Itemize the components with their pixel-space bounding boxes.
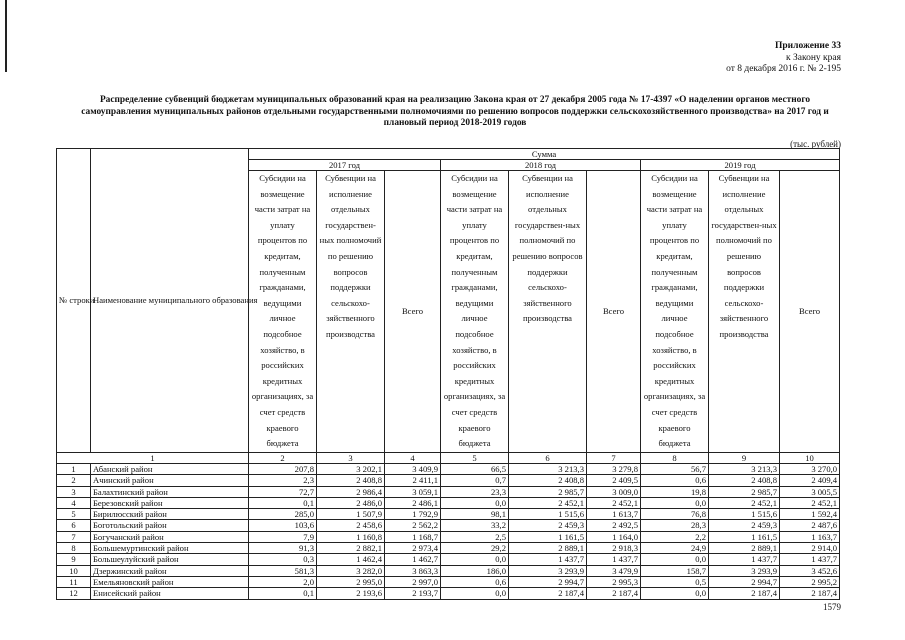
value-cell: 2 452,1	[587, 497, 641, 508]
municipality-name: Дзержинский район	[91, 565, 249, 576]
value-cell: 2 452,1	[709, 497, 780, 508]
value-cell: 1 161,5	[509, 531, 587, 542]
value-cell: 3 293,9	[509, 565, 587, 576]
value-cell: 1 164,0	[587, 531, 641, 542]
value-cell: 0,5	[641, 576, 709, 587]
table-row	[57, 475, 840, 486]
value-cell: 72,7	[249, 486, 317, 497]
value-cell: 0,0	[441, 497, 509, 508]
value-cell: 2 973,4	[385, 543, 441, 554]
value-cell: 2 997,0	[385, 576, 441, 587]
value-cell: 2 994,7	[509, 576, 587, 587]
value-cell: 0,3	[249, 554, 317, 565]
column-number-cell: 3	[317, 452, 385, 463]
table-body	[57, 463, 840, 599]
value-cell: 2 452,1	[509, 497, 587, 508]
scan-edge-line	[5, 0, 7, 72]
value-cell: 2 408,8	[709, 475, 780, 486]
value-cell: 2 994,7	[709, 576, 780, 587]
value-cell: 186,0	[441, 565, 509, 576]
table-row	[57, 497, 840, 508]
table-row	[57, 531, 840, 542]
value-cell: 28,3	[641, 520, 709, 531]
row-number: 10	[57, 565, 91, 576]
value-cell: 2 193,7	[385, 588, 441, 599]
municipality-name: Ачинский район	[91, 475, 249, 486]
municipality-name: Абанский район	[91, 463, 249, 474]
municipality-name: Бирилюсский район	[91, 509, 249, 520]
value-cell: 23,3	[441, 486, 509, 497]
value-cell: 1 437,7	[709, 554, 780, 565]
value-cell: 0,7	[441, 475, 509, 486]
value-cell: 2 985,7	[509, 486, 587, 497]
value-cell: 2,5	[441, 531, 509, 542]
header-subvention-2017: Субвенции на исполнение отдельных государствен-ных полномочий по решению вопросов поддержки сельскохо-зяйственного производства	[317, 171, 385, 453]
value-cell: 3 479,9	[587, 565, 641, 576]
value-cell: 66,5	[441, 463, 509, 474]
table-row	[57, 509, 840, 520]
value-cell: 0,0	[641, 497, 709, 508]
value-cell: 29,2	[441, 543, 509, 554]
value-cell: 3 452,6	[780, 565, 840, 576]
value-cell: 2 408,8	[509, 475, 587, 486]
value-cell: 1 163,7	[780, 531, 840, 542]
value-cell: 3 282,0	[317, 565, 385, 576]
value-cell: 2 458,6	[317, 520, 385, 531]
document-title: Распределение субвенций бюджетам муниципальных образований края на реализацию Закона края от 27 декабря 2005 года № 17-4397 «О наделении органов местного самоуправления муниципальных районов отдельными государственными полномочиями по решению вопросов поддержки сельскохозяйственного производства» на 2017 год и плановый период 2018-2019 годов	[81, 95, 829, 128]
value-cell: 207,8	[249, 463, 317, 474]
value-cell: 2 408,8	[317, 475, 385, 486]
value-cell: 3 863,3	[385, 565, 441, 576]
page-number: 1579	[823, 602, 841, 612]
value-cell: 2 452,1	[780, 497, 840, 508]
value-cell: 2 193,6	[317, 588, 385, 599]
value-cell: 1 437,7	[509, 554, 587, 565]
value-cell: 2 187,4	[709, 588, 780, 599]
value-cell: 2,2	[641, 531, 709, 542]
municipality-name: Енисейский район	[91, 588, 249, 599]
column-number-cell: 2	[249, 452, 317, 463]
value-cell: 2 562,2	[385, 520, 441, 531]
municipality-name: Березовский район	[91, 497, 249, 508]
value-cell: 2 995,2	[780, 576, 840, 587]
row-number: 7	[57, 531, 91, 542]
value-cell: 0,0	[641, 588, 709, 599]
value-cell: 3 202,1	[317, 463, 385, 474]
value-cell: 76,8	[641, 509, 709, 520]
value-cell: 2 187,4	[780, 588, 840, 599]
value-cell: 285,0	[249, 509, 317, 520]
row-number: 8	[57, 543, 91, 554]
value-cell: 2 889,1	[509, 543, 587, 554]
row-number: 4	[57, 497, 91, 508]
header-year-2018: 2018 год	[441, 160, 641, 171]
subsidy-table	[56, 148, 840, 600]
header-total-2017: Всего	[385, 171, 441, 453]
value-cell: 0,0	[441, 554, 509, 565]
value-cell: 2 187,4	[587, 588, 641, 599]
table-row	[57, 463, 840, 474]
value-cell: 2 487,6	[780, 520, 840, 531]
value-cell: 98,1	[441, 509, 509, 520]
header-subvention-2018: Субвенции на исполнение отдельных государствен-ных полномочий по решению вопросов поддержки сельскохо-зяйственного производства	[509, 171, 587, 453]
value-cell: 2 918,3	[587, 543, 641, 554]
municipality-name: Боготольский район	[91, 520, 249, 531]
header-subsidy-2019: Субсидии на возмещение части затрат на уплату процентов по кредитам, полученным гражданами, ведущими личное подсобное хозяйство, в российских кредитных организациях, за счет средств краевого бюджета	[641, 171, 709, 453]
value-cell: 0,1	[249, 497, 317, 508]
row-number: 9	[57, 554, 91, 565]
value-cell: 3 009,0	[587, 486, 641, 497]
value-cell: 2,3	[249, 475, 317, 486]
value-cell: 2 995,0	[317, 576, 385, 587]
value-cell: 3 059,1	[385, 486, 441, 497]
value-cell: 2 459,3	[509, 520, 587, 531]
table-row	[57, 565, 840, 576]
municipality-name: Богучанский район	[91, 531, 249, 542]
appendix-block	[726, 41, 841, 76]
header-year-2017: 2017 год	[249, 160, 441, 171]
value-cell: 158,7	[641, 565, 709, 576]
column-number-cell: 1	[57, 452, 249, 463]
row-number: 11	[57, 576, 91, 587]
value-cell: 2 409,4	[780, 475, 840, 486]
municipality-name: Большеулуйский район	[91, 554, 249, 565]
header-row-number: № строки	[57, 149, 91, 453]
column-number-cell: 10	[780, 452, 840, 463]
value-cell: 0,6	[641, 475, 709, 486]
value-cell: 2 486,1	[385, 497, 441, 508]
value-cell: 1 168,7	[385, 531, 441, 542]
value-cell: 91,3	[249, 543, 317, 554]
row-number: 3	[57, 486, 91, 497]
value-cell: 3 409,9	[385, 463, 441, 474]
value-cell: 2 889,1	[709, 543, 780, 554]
value-cell: 2 986,4	[317, 486, 385, 497]
value-cell: 3 270,0	[780, 463, 840, 474]
column-number-cell: 5	[441, 452, 509, 463]
value-cell: 0,0	[441, 588, 509, 599]
value-cell: 1 792,9	[385, 509, 441, 520]
row-number: 2	[57, 475, 91, 486]
value-cell: 1 160,8	[317, 531, 385, 542]
value-cell: 1 437,7	[587, 554, 641, 565]
value-cell: 2 492,5	[587, 520, 641, 531]
header-subvention-2019: Субвенции на исполнение отдельных государствен-ных полномочий по решению вопросов поддержки сельскохо-зяйственного производства	[709, 171, 780, 453]
header-year-2019: 2019 год	[641, 160, 840, 171]
value-cell: 2 486,0	[317, 497, 385, 508]
table-row	[57, 543, 840, 554]
value-cell: 3 213,3	[709, 463, 780, 474]
row-number: 6	[57, 520, 91, 531]
row-number: 1	[57, 463, 91, 474]
value-cell: 56,7	[641, 463, 709, 474]
table-row	[57, 554, 840, 565]
value-cell: 7,9	[249, 531, 317, 542]
municipality-name: Балахтинский район	[91, 486, 249, 497]
appendix-law-ref: к Закону края	[785, 52, 841, 63]
value-cell: 1 613,7	[587, 509, 641, 520]
header-total-2018: Всего	[587, 171, 641, 453]
column-number-cell: 6	[509, 452, 587, 463]
table-row	[57, 588, 840, 599]
header-subsidy-2017: Субсидии на возмещение части затрат на уплату процентов по кредитам, полученным гражданами, ведущими личное подсобное хозяйство, в российских кредитных организациях, за счет средств краевого бюджета	[249, 171, 317, 453]
value-cell: 19,8	[641, 486, 709, 497]
table-row	[57, 520, 840, 531]
value-cell: 2 995,3	[587, 576, 641, 587]
value-cell: 1 515,6	[509, 509, 587, 520]
value-cell: 1 161,5	[709, 531, 780, 542]
table-row	[57, 576, 840, 587]
value-cell: 103,6	[249, 520, 317, 531]
value-cell: 3 213,3	[509, 463, 587, 474]
value-cell: 2 187,4	[509, 588, 587, 599]
value-cell: 2,0	[249, 576, 317, 587]
appendix-title: Приложение 33	[774, 41, 841, 51]
appendix-date: от 8 декабря 2016 г. № 2-195	[726, 64, 841, 74]
value-cell: 1 592,4	[780, 509, 840, 520]
column-number-cell: 9	[709, 452, 780, 463]
value-cell: 3 279,8	[587, 463, 641, 474]
value-cell: 581,3	[249, 565, 317, 576]
value-cell: 2 985,7	[709, 486, 780, 497]
header-municipality-name: Наименование муниципального образования	[91, 149, 249, 453]
municipality-name: Емельяновский район	[91, 576, 249, 587]
column-number-cell: 8	[641, 452, 709, 463]
value-cell: 1 507,9	[317, 509, 385, 520]
value-cell: 1 437,7	[780, 554, 840, 565]
value-cell: 24,9	[641, 543, 709, 554]
municipality-name: Большемуртинский район	[91, 543, 249, 554]
column-numbers-row	[57, 452, 840, 463]
value-cell: 0,0	[641, 554, 709, 565]
header-sum: Сумма	[249, 149, 840, 160]
value-cell: 0,6	[441, 576, 509, 587]
units-label: (тыс. рублей)	[790, 139, 841, 149]
row-number: 12	[57, 588, 91, 599]
row-number: 5	[57, 509, 91, 520]
header-subsidy-2018: Субсидии на возмещение части затрат на уплату процентов по кредитам, полученным гражданами, ведущими личное подсобное хозяйство, в российских кредитных организациях, за счет средств краевого бюджета	[441, 171, 509, 453]
value-cell: 1 515,6	[709, 509, 780, 520]
value-cell: 2 409,5	[587, 475, 641, 486]
column-number-cell: 4	[385, 452, 441, 463]
value-cell: 2 914,0	[780, 543, 840, 554]
value-cell: 0,1	[249, 588, 317, 599]
column-number-cell: 7	[587, 452, 641, 463]
value-cell: 3 293,9	[709, 565, 780, 576]
value-cell: 1 462,4	[317, 554, 385, 565]
value-cell: 2 882,1	[317, 543, 385, 554]
value-cell: 2 459,3	[709, 520, 780, 531]
value-cell: 2 411,1	[385, 475, 441, 486]
header-total-2019: Всего	[780, 171, 840, 453]
value-cell: 3 005,5	[780, 486, 840, 497]
table-row	[57, 486, 840, 497]
value-cell: 1 462,7	[385, 554, 441, 565]
value-cell: 33,2	[441, 520, 509, 531]
